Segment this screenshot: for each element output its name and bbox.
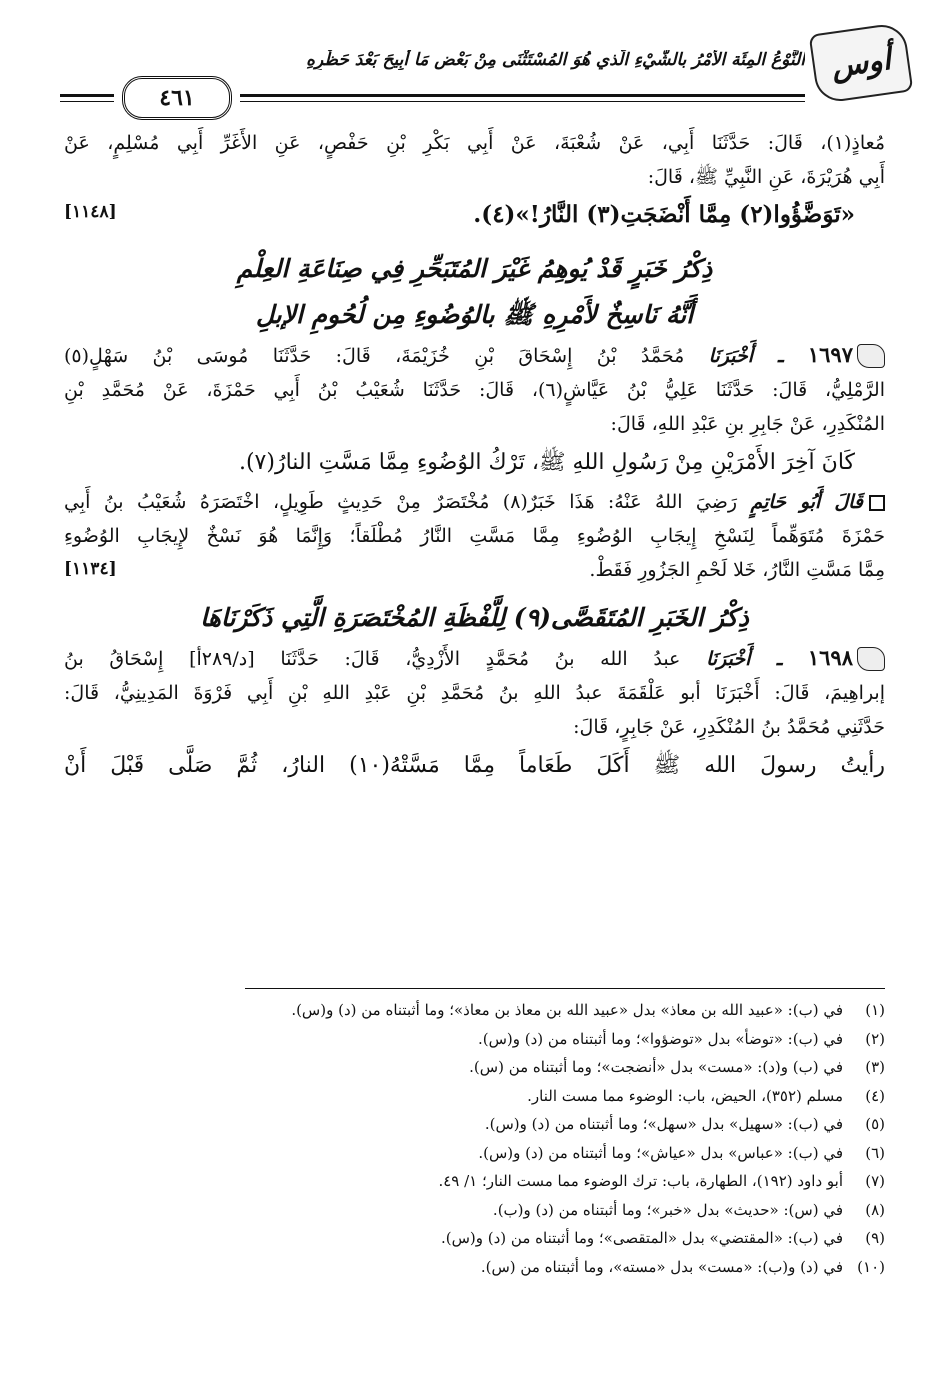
footnote <box>90 1253 885 1282</box>
header-rule <box>60 101 114 102</box>
hadith-1698 <box>64 641 885 676</box>
logo-text: أوس <box>829 41 893 85</box>
chapter-title-1: ذِكْرُ خَبَرٍ قَدْ يُوهِمُ غَيْرَ المُتَبَحِّرِ فِي صِنَاعَةِ العِلْمِ <box>236 254 713 283</box>
text-segment: مُحَمَّدُ بْنُ إِسْحَاقَ بْنِ خُزَيْمَةَ، قَالَ: حَدَّثَنَا مُوسَى بْنُ سَهْلٍ(٥) <box>64 345 685 367</box>
hadith-number: ١٦٩٧ <box>807 342 853 367</box>
header-rule <box>60 94 114 97</box>
running-title: النَّوْعُ المِئَة الأمْرُ بالشَّيْءِ الَّذي هُوَ المُسْتَثْنَى مِنْ بَعْضِ مَا أُبِيحَ بَعْدَ حَظْرِهِ <box>306 50 805 70</box>
hadith-1697 <box>64 338 885 373</box>
ornament-logo <box>809 22 914 105</box>
footnote-text: في (ب): «سهيل» بدل «سهل»؛ وما أثبتناه من (د) و(س). <box>484 1115 843 1133</box>
footnote-text: أبو داود (١٩٢)، الطهارة، باب: ترك الوضوء مما مست النار؛ ١/ ٤٩. <box>438 1172 843 1190</box>
footnote-text: في (ب): «المقتضي» بدل «المتقصى»؛ وما أثبتناه من (د) و(س). <box>440 1229 843 1247</box>
main-text <box>64 126 885 788</box>
footnote-number: (٤) <box>865 1086 885 1105</box>
abu-hatim-last-row <box>64 553 885 587</box>
square-bullet-icon <box>869 495 885 511</box>
footnote-text: في (ب): «توضأ» بدل «توضؤوا»؛ وما أثبتناه من (د) و(س). <box>477 1029 843 1048</box>
text-line: حَدَّثَنِي مُحَمَّدُ بنُ المُنْكَدِرِ، عَنْ جَابِرٍ، قَالَ: <box>573 716 885 738</box>
hadith-ref-1134: [١١٣٤] <box>64 559 117 579</box>
hadith-marker-icon <box>857 344 885 368</box>
footnote-number: (٦) <box>865 1143 885 1162</box>
footnote-number: (٨) <box>865 1200 885 1219</box>
footnote-text: في (د) و(ب): «مست» بدل «مسته»، وما أثبتناه من (س). <box>480 1257 843 1276</box>
chapter-title-1: أَنَّهُ نَاسِخٌ لأَمْرِهِ ﷺ بالوُضُوءِ مِن لُحُومِ الإبلِ <box>255 300 694 329</box>
footnote <box>90 1082 885 1111</box>
footnote <box>90 1025 885 1054</box>
footnote <box>90 1139 885 1168</box>
akhbarana-label: ـ أَخْبَرَنَا <box>706 648 783 670</box>
hadith-number: ١٦٩٨ <box>807 645 853 670</box>
footnote-text: في (ب): «عباس» بدل «عياش»؛ وما أثبتناه من (د) و(س). <box>478 1143 843 1162</box>
page-header <box>60 28 909 118</box>
hadith-matn: كَانَ آخِرَ الأَمْرَيْنِ مِنْ رَسُولِ اللهِ ﷺ، تَرْكُ الوُضُوءِ مِمَّا مَسَّتِ النارُ(٧). <box>238 450 855 475</box>
footnote-number: (٥) <box>865 1115 885 1133</box>
footnote <box>90 996 885 1025</box>
footnote-text: في (ب) و(د): «مست» بدل «أنضجت»؛ وما أثبتناه من (س). <box>469 1058 843 1076</box>
text-line: مِمَّا مَسَّتِ النَّارُ، خَلا لَحْمِ الجَزُورِ فَقَطْ. <box>589 559 885 581</box>
footnote <box>90 1053 885 1082</box>
footnote-number: (٩) <box>865 1229 885 1247</box>
page-number: ٤٦١ <box>122 76 232 120</box>
footnote <box>90 1196 885 1225</box>
hadith-ref-1148: [١١٤٨] <box>64 202 117 222</box>
text-segment: عبدُ الله بنُ مُحَمَّدٍ الأَزْدِيُّ، قَالَ: حَدَّثَنَا [د/٢٨٩أ] إِسْحَاقُ بنُ <box>64 648 681 670</box>
footnote <box>90 1224 885 1253</box>
hadith-marker-icon <box>857 647 885 671</box>
text-line: المُنْكَدِرِ، عَنْ جَابِرِ بنِ عَبْدِ اللهِ، قَالَ: <box>610 413 885 435</box>
footnote-number: (٢) <box>865 1029 885 1048</box>
footnote-number: (٧) <box>865 1172 885 1190</box>
footnotes <box>90 996 885 1281</box>
footnote-number: (١) <box>865 1001 885 1019</box>
abu-hatim-label: قَالَ أَبُو حَاتِمٍ <box>750 491 864 513</box>
footnote <box>90 1110 885 1139</box>
hadith-1148-text: «تَوَضَّؤُوا(٢) مِمَّا أَنْضَجَتِ(٣) النَّارُ!»(٤). <box>473 201 855 228</box>
footnote-text: في (س): «حديث» بدل «خبر»؛ وما أثبتناه من (د) و(ب). <box>492 1200 843 1219</box>
chapter-title-2: ذِكْرُ الخَبَرِ المُتَقَصَّى(٩) لِلَّفْظَةِ المُخْتَصَرَةِ الَّتِي ذَكَرْنَاهَا <box>200 603 749 632</box>
hadith-matn: رأيتُ رسولَ الله ﷺ أَكَلَ طَعَاماً مِمَّا مَسَّتْهُ(١٠) النارُ، ثُمَّ صَلَّى قَبْلَ أَنْ <box>64 753 885 778</box>
footnote-text: في (ب): «عبيد الله بن معاذ» بدل «عبيد الله بن معاذ بن معاذ»؛ وما أثبتناه من (د) و(س). <box>291 1001 843 1019</box>
footnote-number: (٣) <box>865 1058 885 1076</box>
text-line: حَمْزَةَ مُتَوَهِّماً لِنَسْخِ إِيجَابِ الوُضُوءِ مِمَّا مَسَّتِ النَّارُ مُطْلَقاً؛ وَإِنَّمَا هُوَ نَسْخٌ لإِيجَابِ الوُضُوءِ <box>64 525 885 547</box>
hadith-1148-row <box>64 194 885 236</box>
footnote-text: مسلم (٣٥٢)، الحيض، باب: الوضوء مما مست النار. <box>527 1086 843 1105</box>
text-line: إبراهِيمَ، قَالَ: أَخْبَرَنَا أبو عَلْقَمَةَ عبدُ اللهِ بنُ مُحَمَّدِ بْنِ عَبْدِ اللهِ بْنِ أَبِي فَرْوَةَ المَدِينِيُّ، قَالَ: <box>64 682 885 704</box>
footnote-separator <box>245 988 885 989</box>
footnote <box>90 1167 885 1196</box>
text-line: أَبِي هُرَيْرَةَ، عَنِ النَّبِيِّ ﷺ، قَالَ: <box>647 166 885 188</box>
header-rule <box>240 101 805 102</box>
text-line: الرَّمْلِيُّ، قَالَ: حَدَّثَنَا عَلِيُّ بْنُ عَيَّاشٍ(٦)، قَالَ: حَدَّثَنَا شُعَيْبُ بْنُ أَبِي حَمْزَةَ، عَنْ مُحَمَّدِ بْنِ <box>64 379 885 401</box>
text-segment: رَضِيَ اللهُ عَنْهُ: هَذَا خَبَرٌ(٨) مُخْتَصَرٌ مِنْ حَدِيثٍ طَوِيلٍ، اخْتَصَرَهُ شُعَيْبُ بنُ أَبِي <box>64 491 738 513</box>
header-rule <box>240 94 805 97</box>
text-line: مُعاذٍ(١)، قَالَ: حَدَّثَنَا أَبِي، عَنْ شُعْبَةَ، عَنْ أَبِي بَكْرِ بْنِ حَفْصٍ، عَنِ الأَغَرِّ أَبِي مُسْلِمٍ، عَنْ <box>64 132 885 154</box>
akhbarana-label: ـ أَخْبَرَنَا <box>708 345 784 367</box>
footnote-number: (١٠) <box>857 1257 885 1276</box>
